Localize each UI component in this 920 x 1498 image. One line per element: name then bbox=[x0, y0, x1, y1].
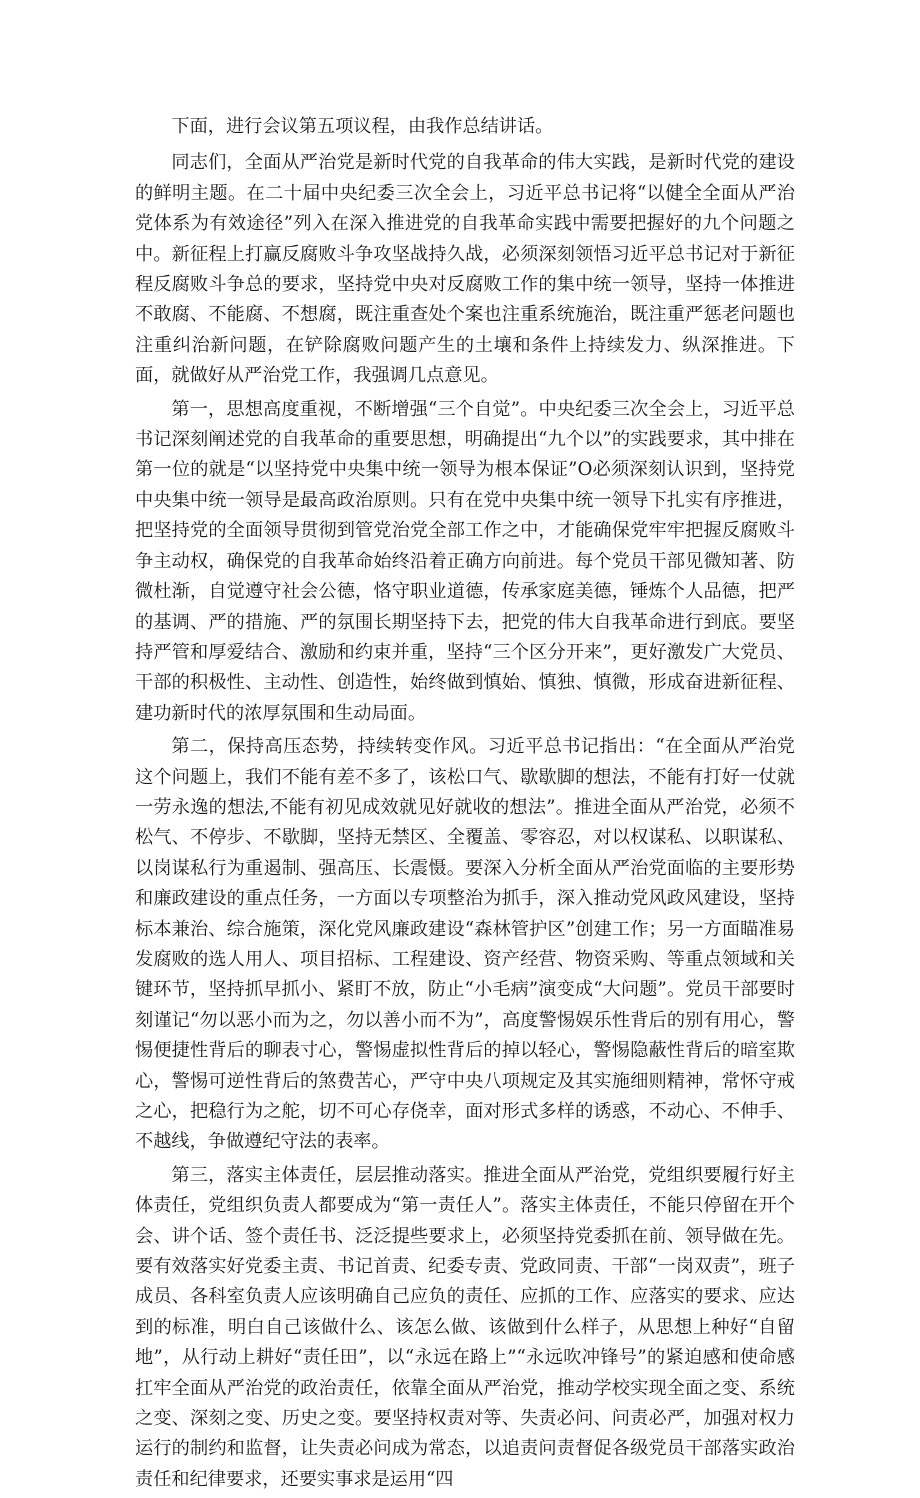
document-body bbox=[135, 112, 795, 1498]
paragraph-agenda: 下面，进行会议第五项议程，由我作总结讲话。 bbox=[171, 116, 554, 137]
paragraph-point-one: 第一，思想高度重视，不断增强“三个自觉”。中央纪委三次全会上，习近平总书记深刻阐述党的自我革命的重要思想，明确提出“九个以”的实践要求，其中排在第一位的就是“以坚持党中央集中统一领导为根本保证”O必须深刻认识到，坚持党中央集中统一领导是最高政治原则。只有在党中央集中统一领导下扎实有序推进，把坚持党的全面领导贯彻到管党治党全部工作之中，才能确保党牢牢把握反腐败斗争主动权，确保党的自我革命始终沿着正确方向前进。每个党员干部见微知著、防微杜渐，自觉遵守社会公德，恪守职业道德，传承家庭美德，锤炼个人品德，把严的基调、严的措施、严的氛围长期坚持下去，把党的伟大自我革命进行到底。要坚持严管和厚爱结合、激励和约束并重，坚持“三个区分开来”，更好激发广大党员、干部的积极性、主动性、创造性，始终做到慎始、慎独、慎微，形成奋进新征程、建功新时代的浓厚氛围和生动局面。 bbox=[135, 398, 795, 724]
paragraph-point-three: 第三，落实主体责任，层层推动落实。推进全面从严治党，党组织要履行好主体责任，党组织负责人都要成为“第一责任人”。落实主体责任，不能只停留在开个会、讲个话、签个责任书、泛泛提些要求上，必须坚持党委抓在前、领导做在先。要有效落实好党委主责、书记首责、纪委专责、党政同责、干部“一岗双责”，班子成员、各科室负责人应该明确自己应负的责任、应抓的工作、应落实的要求、应达到的标准，明白自己该做什么、该怎么做、该做到什么样子，从思想上种好“自留地”，从行动上耕好“责任田”，以“永远在路上”“永远吹冲锋号”的紧迫感和使命感扛牢全面从严治党的政治责任，依靠全面从严治党，推动学校实现全面之变、系统之变、深刻之变、历史之变。要坚持权责对等、失责必问、问责必严，加强对权力运行的制约和监督，让失责必问成为常态，以追责问责督促各级党员干部落实政治责任和纪律要求，还要实事求是运用“四 bbox=[135, 1164, 795, 1490]
paragraph-point-two: 第二，保持高压态势，持续转变作风。习近平总书记指出：“在全面从严治党这个问题上，我们不能有差不多了，该松口气、歇歇脚的想法，不能有打好一仗就一劳永逸的想法,不能有初见成效就见好就收的想法”。推进全面从严治党，必须不松气、不停步、不歇脚，坚持无禁区、全覆盖、零容忍，对以权谋私、以职谋私、以岗谋私行为重遏制、强高压、长震慑。要深入分析全面从严治党面临的主要形势和廉政建设的重点任务，一方面以专项整治为抓手，深入推动党风政风建设，坚持标本兼治、综合施策，深化党风廉政建设“森林管护区”创建工作；另一方面瞄准易发腐败的选人用人、项目招标、工程建设、资产经营、物资采购、等重点领域和关键环节，坚持抓早抓小、紧盯不放，防止“小毛病”演变成“大问题”。党员干部要时刻谨记“勿以恶小而为之，勿以善小而不为”，高度警惕娱乐性背后的别有用心，警惕便捷性背后的聊表寸心，警惕虚拟性背后的掉以轻心，警惕隐蔽性背后的暗室欺心，警惕可逆性背后的煞费苦心，严守中央八项规定及其实施细则精神，常怀守戒之心，把稳行为之舵，切不可心存侥幸，面对形式多样的诱惑，不动心、不伸手、不越线，争做遵纪守法的表率。 bbox=[135, 736, 795, 1153]
paragraph-introduction: 同志们，全面从严治党是新时代党的自我革命的伟大实践，是新时代党的建设的鲜明主题。在二十届中央纪委三次全会上，习近平总书记将“以健全全面从严治党体系为有效途径”列入在深入推进党的自我革命实践中需要把握好的九个问题之中。新征程上打赢反腐败斗争攻坚战持久战，必须深刻领悟习近平总书记对于新征程反腐败斗争总的要求，坚持党中央对反腐败工作的集中统一领导，坚持一体推进不敢腐、不能腐、不想腐，既注重查处个案也注重系统施治，既注重严惩老问题也注重纠治新问题，在铲除腐败问题产生的土壤和条件上持续发力、纵深推进。下面，就做好从严治党工作，我强调几点意见。 bbox=[135, 152, 795, 387]
